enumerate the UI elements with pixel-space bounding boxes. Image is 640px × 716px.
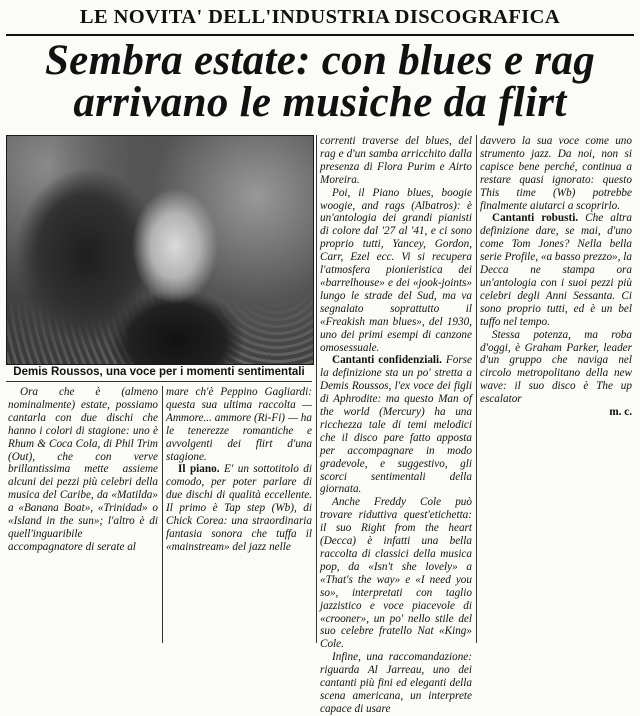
headline-line-2: arrivano le musiche da flirt xyxy=(73,79,567,126)
author-signature: m. c. xyxy=(609,406,632,419)
headline xyxy=(0,37,640,126)
article-column-4 xyxy=(480,135,632,419)
subhead-piano: Il piano. xyxy=(178,463,220,476)
column-divider-3 xyxy=(476,135,477,643)
article-column-3 xyxy=(320,135,472,716)
paragraph: Poi, il Piano blues, boogie woogie, and rags (Albatros): è un'antologia dei grandi pianisti di colore dal '27 al '41, e ci sono proprio tutti, Yancey, Gordon, Carr, Ezel ecc. Vi si recupera l'atmosfera pionieristica dei «barrelhouse» e dei «jook-joints» lungo le strade del Sud, ma va segnalato soprattutto il «Freakish man blues», del 1930, uno dei primi esempi di canzone omosessuale. xyxy=(320,186,472,354)
paragraph: davvero la sua voce come uno strumento jazz. Da noi, non si capisce bene perché, continua a restare quasi ignorato: questo This time (Wb) potrebbe finalmente aiutarci a scoprirlo. xyxy=(480,135,632,212)
subhead-cantanti-confidenziali: Cantanti confidenziali. xyxy=(332,354,442,367)
column-divider-2 xyxy=(316,135,317,643)
paragraph: correnti traverse del blues, del rag e d'un samba arricchito dalla presenza di Flora Purim e Airto Moreira. xyxy=(320,135,472,186)
headline-line-1: Sembra estate: con blues e rag xyxy=(44,37,596,84)
section-kicker: LE NOVITA' DELL'INDUSTRIA DISCOGRAFICA xyxy=(79,6,561,28)
paragraph-text: E' un sottotitolo di comodo, per poter parlare di due dischi di qualità eccellente. Il primo è Tap step (Wb), di Chick Corea: una straordinaria fantasia sonora che tuffa il «mainstream» del jazz nelle xyxy=(166,463,312,553)
portrait-photo xyxy=(6,135,314,365)
paragraph xyxy=(166,463,312,553)
top-rule xyxy=(6,34,634,36)
paragraph: mare ch'è Peppino Gagliardi: questa sua ultima raccolta — Ammore... ammore (Ri-Fi) — ha le tenerezze romantiche e avvolgenti dei flirt d'una stagione. xyxy=(166,386,312,463)
article-column-2 xyxy=(166,386,312,554)
article-column-1 xyxy=(8,386,158,554)
paragraph: Stessa potenza, ma roba d'oggi, è Graham Parker, leader d'un gruppo che naviga nel circolo metropolitano della new wave: il suo disco è The up escalator xyxy=(480,328,632,406)
paragraph xyxy=(480,212,632,328)
column-divider-1 xyxy=(162,386,163,643)
paragraph: Infine, una raccomandazione: riguarda Al Jarreau, uno dei cantanti più fini ed eleganti della scena americana, un interprete capace di usare xyxy=(320,651,472,715)
paragraph-text: Forse la definizione sta un po' stretta a Demis Roussos, l'ex voce dei figli di Aphrodite: ma questo Man of the world (Mercury) ha una ricchezza tale di temi melodici che il disco pare fatto apposta per accompagnare in modo gradevole, e suggestivo, gli scorci sentimentali della giornata. xyxy=(320,354,472,496)
photo-caption: Demis Roussos, una voce per i momenti sentimentali xyxy=(13,366,305,378)
paragraph xyxy=(320,354,472,496)
paragraph: Ora che è (almeno nominalmente) estate, possiamo cantarla con due dischi che hanno i colori di stagione: uno è Rhum & Coca Cola, di Phil Trim (Out), che con verve brillantissima mette assieme alcuni dei pezzi più celebri della musica del Caribe, da «Matilda» a «Banana Boat», «Trinidad» o «Island in the sun»; l'altro è di quell'inguaribile accompagnatore di serate al xyxy=(8,386,158,553)
paragraph-text: Che altra definizione dare, se mai, d'uno come Tom Jones? Nella bella serie Profile, «a basso prezzo», la Decca ne stampa ora un'antologia con i suoi pezzi più celebri degli Anni Sessanta. Ci sono proprio tutti, ed è un bel tuffo nel tempo. xyxy=(480,212,633,328)
caption-rule xyxy=(6,381,312,382)
paragraph: Anche Freddy Cole può trovare riduttiva quest'etichetta: il suo Right from the heart (Decca) è infatti una bella raccolta di classici della musica pop, da «Isn't she lovely» a «That's the way» e «I need you so», interpretati con taglio jazzistico e voce piacevole di «crooner», un po' nello stile del suo celebre fratello Nat «King» Cole. xyxy=(320,496,472,651)
subhead-cantanti-robusti: Cantanti robusti. xyxy=(492,212,579,225)
